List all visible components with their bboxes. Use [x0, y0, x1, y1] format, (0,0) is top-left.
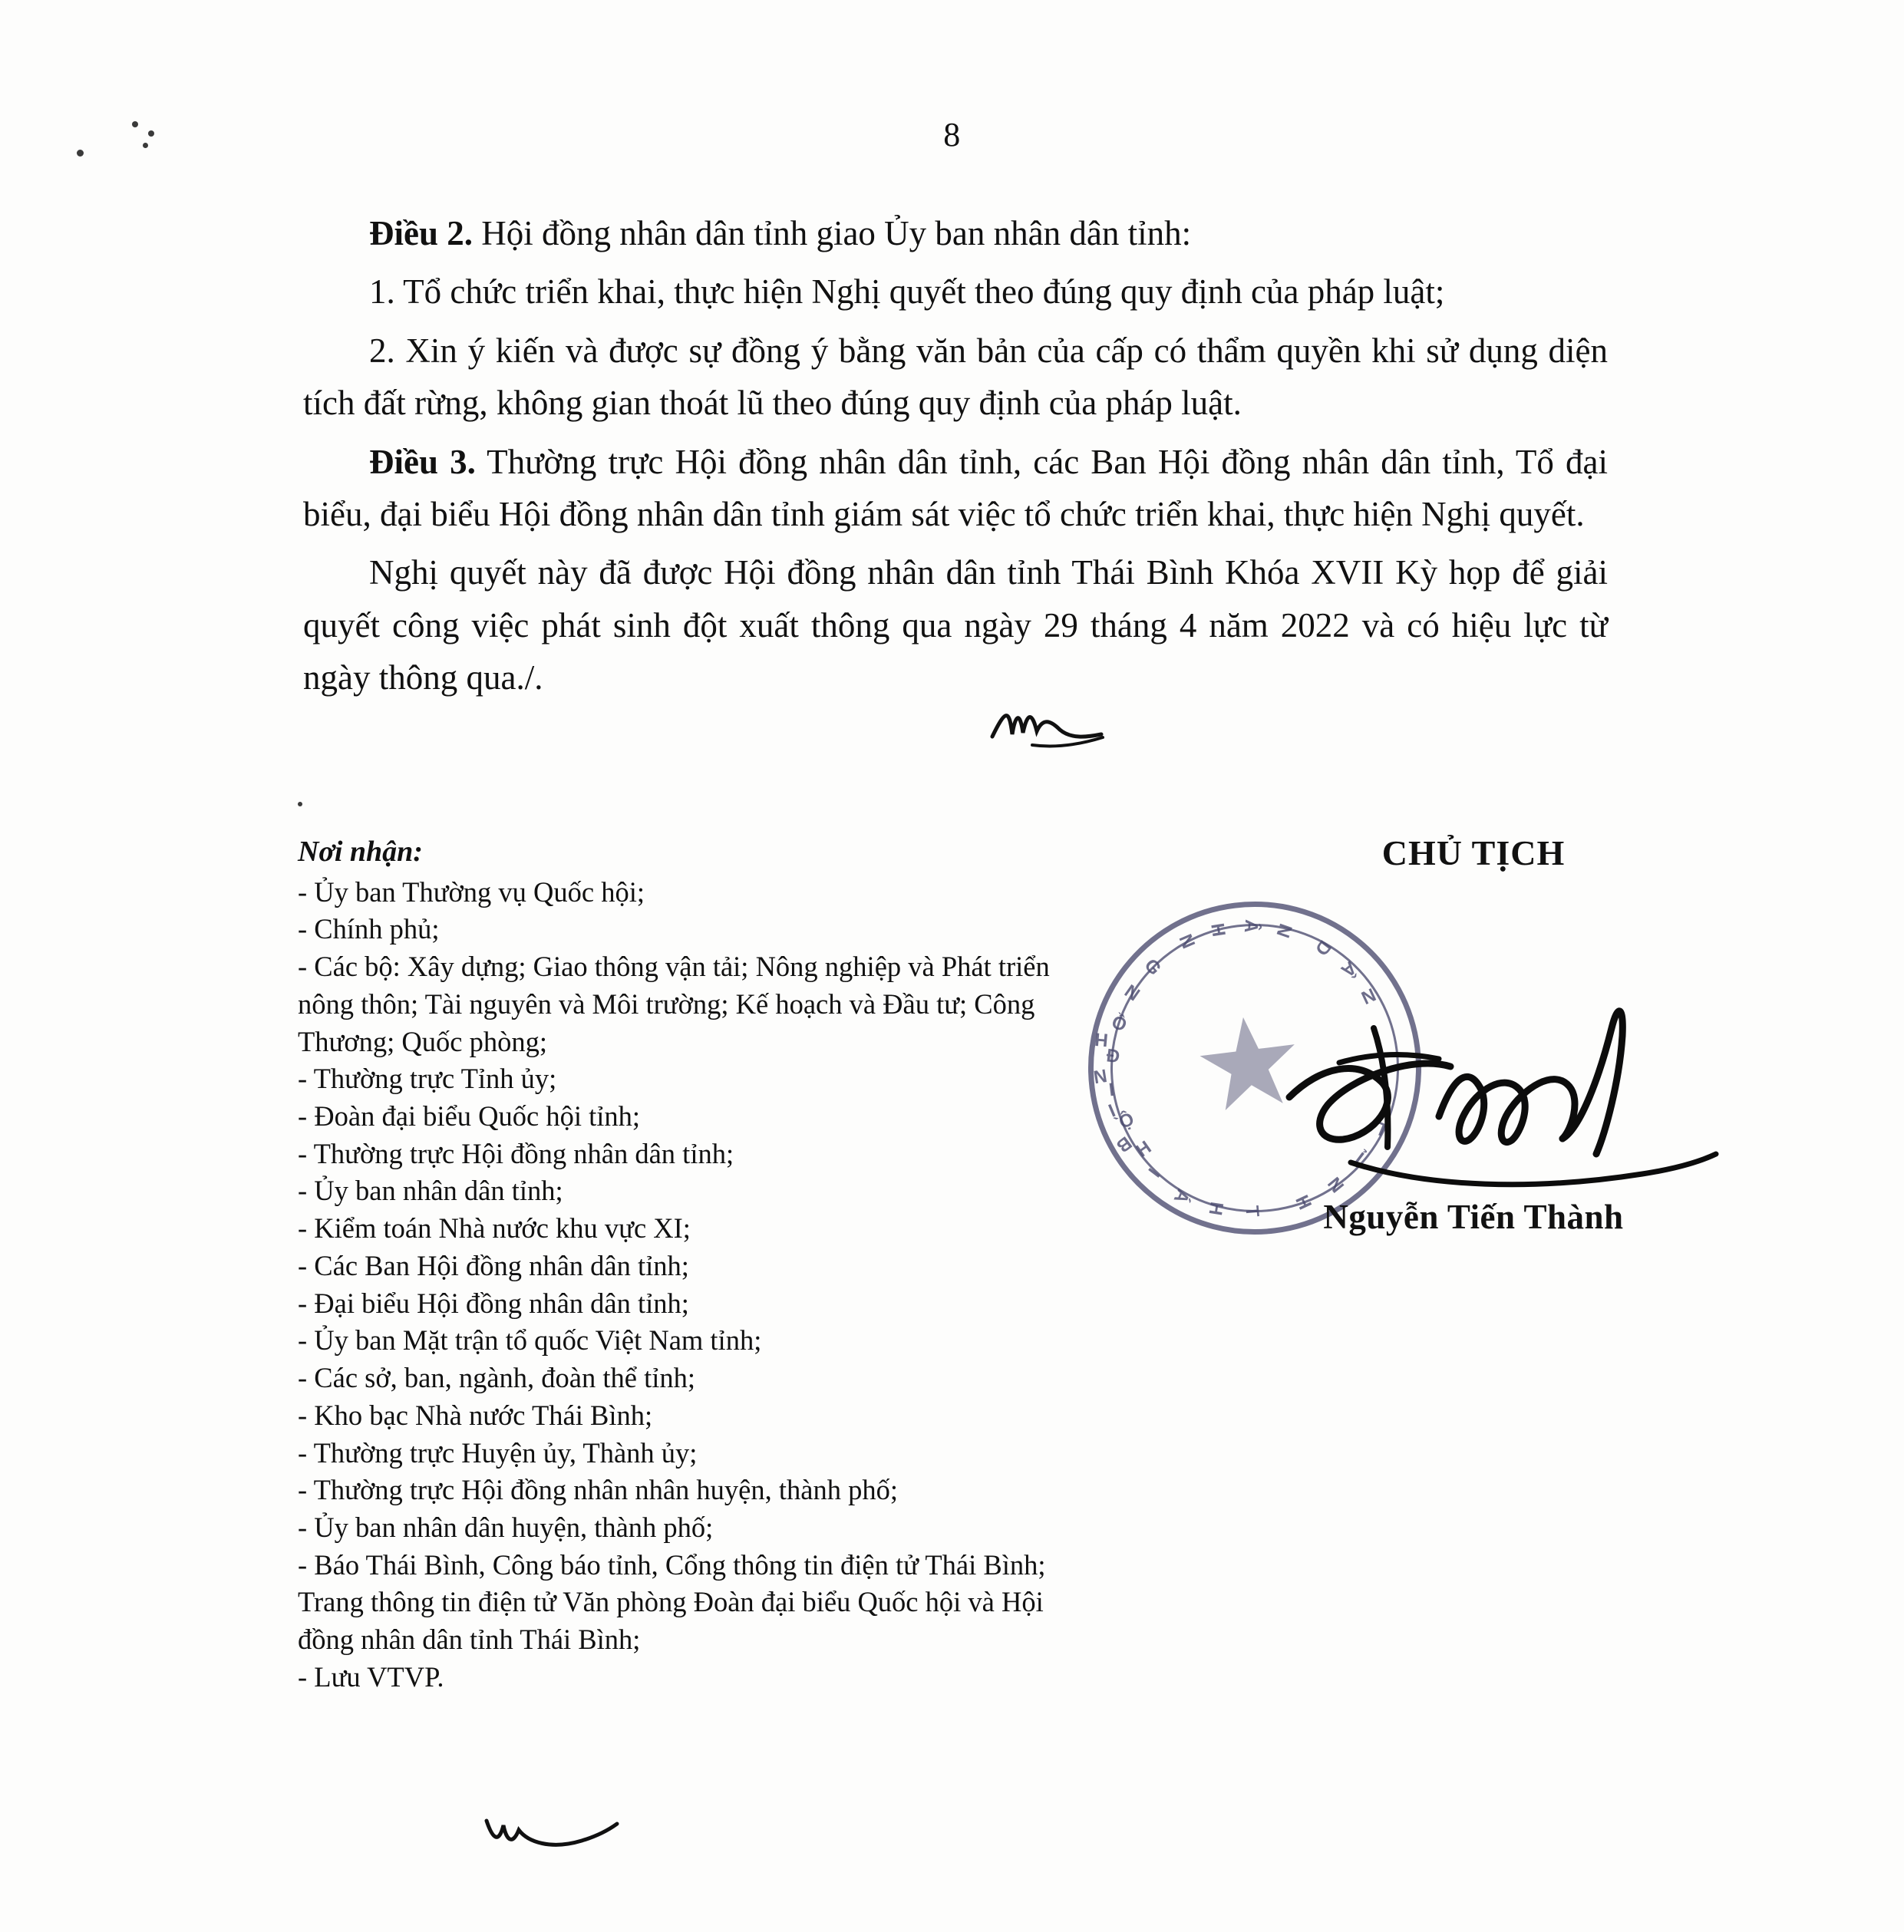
paragraph-text: Thường trực Hội đồng nhân dân tỉnh, các Ban Hội đồng nhân dân tỉnh, Tổ đại biểu, đại biểu Hội đồng nhân dân tỉnh giám sát việc tổ chức triển khai, thực hiện Nghị quyết. [303, 442, 1609, 533]
inline-signature-mark [986, 694, 1117, 756]
page-number: 8 [943, 116, 961, 153]
recipients-block [298, 832, 1081, 1696]
paragraph-lead: Điều 3. [369, 442, 476, 481]
signature-block [1197, 832, 1750, 873]
recipient-item: - Các Ban Hội đồng nhân dân tỉnh; [298, 1249, 689, 1281]
document-body [303, 207, 1608, 710]
recipient-item: - Thường trực Hội đồng nhân nhân huyện, thành phố; [298, 1474, 898, 1506]
signature-name: Nguyễn Tiến Thành [1323, 1198, 1624, 1236]
paragraph-hieu-luc [303, 546, 1608, 704]
recipient-item: - Đại biểu Hội đồng nhân dân tỉnh; [298, 1287, 689, 1319]
paragraph-khoan-1 [303, 265, 1608, 318]
paragraph-khoan-2 [303, 325, 1608, 430]
recipient-item: - Ủy ban nhân dân huyện, thành phố; [298, 1511, 714, 1543]
paragraph-text: 2. Xin ý kiến và được sự đồng ý bằng văn bản của cấp có thẩm quyền khi sử dụng diện tích đất rừng, không gian thoát lũ theo đúng quy định của pháp luật. [303, 331, 1608, 423]
paragraph-text: 1. Tổ chức triển khai, thực hiện Nghị quyết theo đúng quy định của pháp luật; [369, 272, 1445, 312]
paragraph-lead: Điều 2. [369, 214, 473, 252]
recipient-item: - Các bộ: Xây dựng; Giao thông vận tải; Nông nghiệp và Phát triển nông thôn; Tài nguyên và Môi trường; Kế hoạch và Đầu tư; Công Thương; Quốc phòng; [298, 951, 1050, 1057]
vtvp-signature-mark [482, 1807, 620, 1868]
recipient-item: - Ủy ban Thường vụ Quốc hội; [298, 875, 645, 908]
stamp-star-icon [1191, 1007, 1306, 1122]
recipient-item: - Kho bạc Nhà nước Thái Bình; [298, 1399, 653, 1431]
recipient-item: - Ủy ban nhân dân tỉnh; [298, 1175, 563, 1207]
signature-title: CHỦ TỊCH [1381, 833, 1566, 872]
recipient-item: - Lưu VTVP. [298, 1660, 444, 1693]
paragraph-text: Nghị quyết này đã được Hội đồng nhân dân tỉnh Thái Bình Khóa XVII Kỳ họp để giải quyết công việc phát sinh đột xuất thông qua ngày 29 tháng 4 năm 2022 và có hiệu lực từ ngày thông qua./. [303, 553, 1608, 697]
paragraph-dieu-2 [303, 207, 1608, 259]
recipient-item: - Ủy ban Mặt trận tổ quốc Việt Nam tỉnh; [298, 1324, 762, 1357]
recipient-item: - Chính phủ; [298, 913, 440, 945]
recipient-item: - Thường trực Hội đồng nhân dân tỉnh; [298, 1137, 734, 1169]
recipient-item: - Báo Thái Bình, Công báo tỉnh, Cổng thông tin điện tử Thái Bình; Trang thông tin điện tử Văn phòng Đoàn đại biểu Quốc hội và Hội đồng nhân dân tỉnh Thái Bình; [298, 1548, 1046, 1656]
recipient-item: - Các sở, ban, ngành, đoàn thể tỉnh; [298, 1362, 696, 1394]
recipient-item: - Thường trực Tỉnh ủy; [298, 1063, 557, 1095]
scan-speck [298, 802, 302, 806]
recipient-item: - Đoàn đại biểu Quốc hội tỉnh; [298, 1100, 641, 1132]
recipient-item: - Thường trực Huyện ủy, Thành ủy; [298, 1436, 698, 1469]
paragraph-dieu-3 [303, 436, 1608, 541]
paragraph-text: Hội đồng nhân dân tỉnh giao Ủy ban nhân dân tỉnh: [473, 214, 1192, 252]
official-stamp-text: H Ộ I Đ Ồ N G N H Â N D Â N T Ỉ N H T H Á I B Ì N H [1091, 918, 1391, 1218]
recipient-item: - Kiểm toán Nhà nước khu vực XI; [298, 1212, 691, 1245]
recipients-title: Nơi nhận: [298, 836, 423, 868]
